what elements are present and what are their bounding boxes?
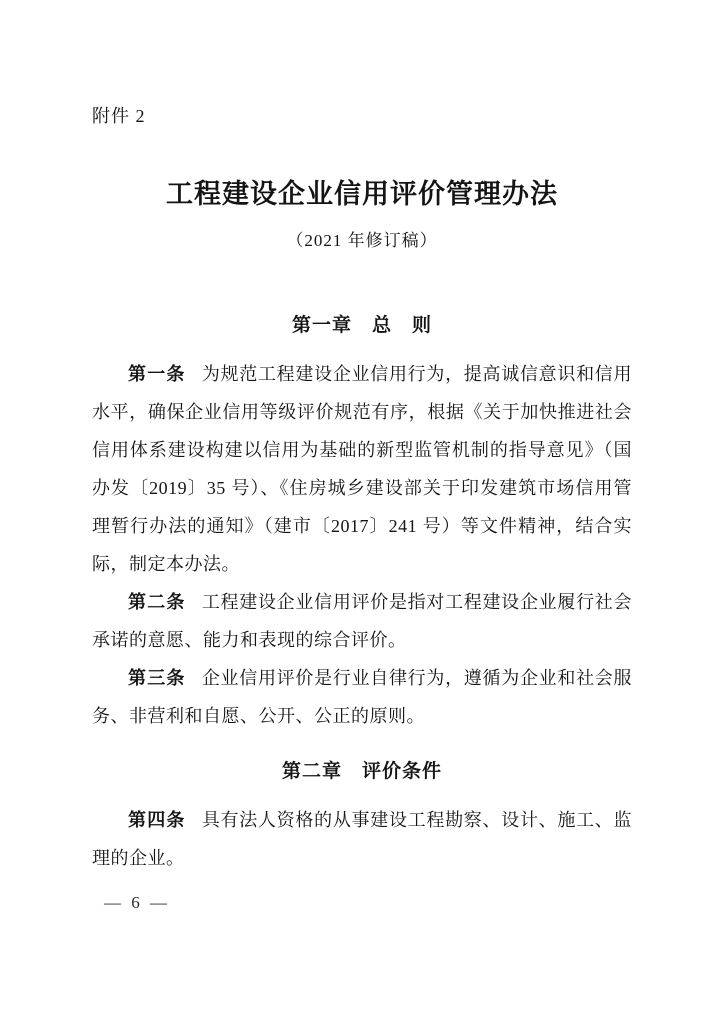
document-subtitle: （2021 年修订稿） xyxy=(286,231,438,251)
article-3-label: 第三条 xyxy=(128,667,186,688)
chapter-1-heading: 第一章 总 则 xyxy=(291,315,432,337)
article-1-text: 为规范工程建设企业信用行为，提高诚信意识和信用水平，确保企业信用等级评价规范有序，根据《关于加快推进社会信用体系建设构建以信用为基础的新型监管机制的指导意见》（国办发〔2019〕35 号）、《住房城乡建设部关于印发建筑市场信用管理暂行办法的通知》（建市〔2017〕241 号）等文件精神，结合实际，制定本办法。 xyxy=(92,363,633,574)
attachment-label: 附件 2 xyxy=(92,106,146,126)
page-number-footer: — 6 — xyxy=(104,893,170,912)
article-1-paragraph xyxy=(92,355,632,583)
chapter-1-articles xyxy=(92,355,632,735)
article-4-paragraph xyxy=(92,801,632,877)
chapter-2-heading: 第二章 评价条件 xyxy=(281,760,442,782)
chapter-2-articles xyxy=(92,801,632,877)
article-1-label: 第一条 xyxy=(128,363,186,384)
article-2-paragraph xyxy=(92,583,632,659)
article-2-text: 工程建设企业信用评价是指对工程建设企业履行社会承诺的意愿、能力和表现的综合评价。 xyxy=(92,591,633,650)
article-4-label: 第四条 xyxy=(128,809,186,830)
article-2-label: 第二条 xyxy=(128,591,186,612)
article-4-text: 具有法人资格的从事建设工程勘察、设计、施工、监理的企业。 xyxy=(92,809,633,868)
article-3-text: 企业信用评价是行业自律行为，遵循为企业和社会服务、非营利和自愿、公开、公正的原则。 xyxy=(92,667,633,726)
article-3-paragraph xyxy=(92,659,632,735)
document-title: 工程建设企业信用评价管理办法 xyxy=(166,179,558,209)
